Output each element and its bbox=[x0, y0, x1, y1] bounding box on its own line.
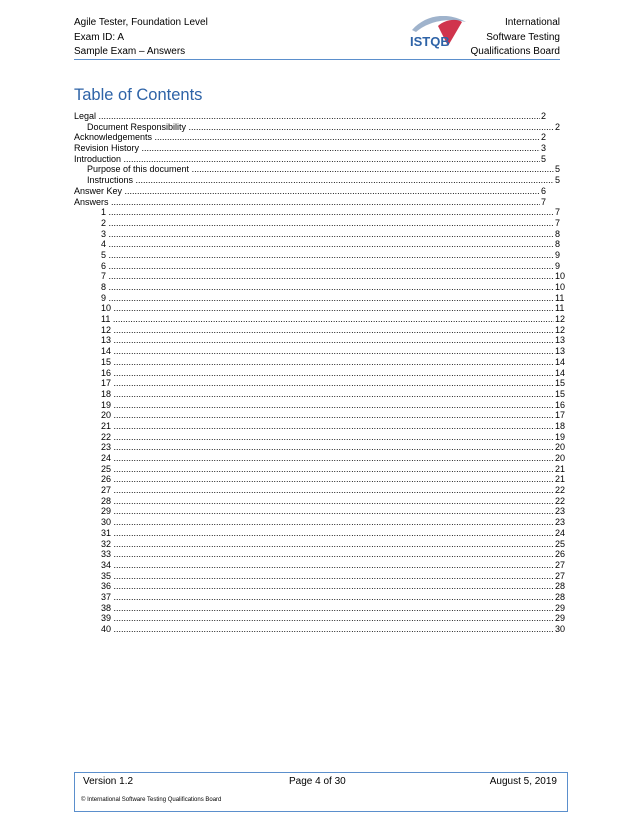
toc-entry[interactable] bbox=[74, 122, 564, 133]
toc-entry[interactable] bbox=[74, 164, 564, 175]
toc-entry[interactable] bbox=[74, 186, 564, 197]
toc-entry-page: 10 bbox=[555, 282, 566, 292]
toc-entry[interactable] bbox=[74, 603, 564, 614]
toc-entry-page: 5 bbox=[555, 164, 561, 175]
toc-entry[interactable] bbox=[74, 314, 564, 325]
toc-entry[interactable] bbox=[74, 293, 564, 304]
toc-entry-page: 7 bbox=[541, 196, 547, 207]
toc-entry-page: 10 bbox=[555, 271, 566, 282]
toc-entry-label: 12 ..... bbox=[101, 325, 554, 336]
toc-entry[interactable] bbox=[74, 325, 564, 336]
toc-entry-label: Revision History ..... bbox=[74, 143, 540, 154]
toc-entry-label: 13 ..... bbox=[101, 335, 554, 346]
toc-entry[interactable] bbox=[74, 485, 564, 496]
toc-entry-label: 4 ..... bbox=[101, 239, 554, 250]
footer-date: August 5, 2019 bbox=[489, 776, 557, 787]
toc-entry[interactable] bbox=[74, 261, 564, 272]
toc-entry-page: 2 bbox=[541, 111, 547, 121]
toc-entry[interactable] bbox=[74, 474, 564, 485]
toc-entry-page: 30 bbox=[555, 624, 566, 634]
toc-entry-page: 20 bbox=[555, 442, 566, 453]
header-org-line-1: International bbox=[504, 17, 560, 28]
toc-entry[interactable] bbox=[74, 560, 564, 571]
toc-entry-label: 10 ..... bbox=[101, 303, 554, 314]
toc-entry[interactable] bbox=[74, 175, 564, 186]
header-syllabus: Agile Tester, Foundation Level bbox=[74, 17, 208, 28]
toc-entry-label: Introduction ..... bbox=[74, 154, 540, 165]
toc-entry-page: 14 bbox=[555, 367, 566, 378]
table-of-contents bbox=[74, 111, 564, 635]
toc-entry[interactable] bbox=[74, 624, 564, 635]
toc-entry-page: 9 bbox=[555, 260, 561, 271]
footer-page-number: Page 4 of 30 bbox=[289, 776, 346, 787]
header-exam-id: Exam ID: A bbox=[74, 31, 125, 43]
toc-entry-label: 33 ..... bbox=[101, 549, 554, 560]
toc-entry-page: 15 bbox=[555, 388, 566, 399]
toc-entry-page: 3 bbox=[541, 143, 547, 154]
toc-entry-label: 39 ..... bbox=[101, 613, 554, 624]
toc-entry-page: 5 bbox=[541, 153, 547, 164]
toc-entry-label: 38 ..... bbox=[101, 603, 554, 614]
toc-entry[interactable] bbox=[74, 197, 564, 208]
toc-entry[interactable] bbox=[74, 346, 564, 357]
header-right bbox=[471, 16, 561, 60]
toc-entry-page: 12 bbox=[555, 314, 566, 325]
toc-entry[interactable] bbox=[74, 250, 564, 261]
toc-entry-label: 31 ..... bbox=[101, 528, 554, 539]
toc-entry[interactable] bbox=[74, 539, 564, 550]
toc-entry-label: 23 ..... bbox=[101, 442, 554, 453]
toc-entry-label: Document Responsibility ..... bbox=[87, 122, 554, 133]
toc-entry-page: 23 bbox=[555, 517, 566, 528]
toc-entry-label: Answer Key ..... bbox=[74, 186, 540, 197]
toc-entry[interactable] bbox=[74, 506, 564, 517]
toc-entry-label: Purpose of this document ..... bbox=[87, 164, 554, 175]
page-footer bbox=[74, 772, 568, 812]
toc-entry[interactable] bbox=[74, 357, 564, 368]
toc-entry[interactable] bbox=[74, 517, 564, 528]
toc-entry-label: 25 ..... bbox=[101, 464, 554, 475]
toc-entry[interactable] bbox=[74, 389, 564, 400]
toc-entry-label: 37 ..... bbox=[101, 592, 554, 603]
istqb-logo bbox=[408, 16, 468, 52]
toc-entry[interactable] bbox=[74, 581, 564, 592]
toc-entry-label: 26 ..... bbox=[101, 474, 554, 485]
toc-entry[interactable] bbox=[74, 400, 564, 411]
header-org-line-3: Qualifications Board bbox=[470, 46, 560, 57]
toc-entry-label: 22 ..... bbox=[101, 432, 554, 443]
toc-entry-label: Legal ..... bbox=[74, 111, 540, 122]
toc-entry-label: 34 ..... bbox=[101, 560, 554, 571]
toc-entry[interactable] bbox=[74, 432, 564, 443]
toc-entry-page: 15 bbox=[555, 378, 566, 389]
toc-entry-page: 21 bbox=[555, 463, 566, 474]
toc-entry-page: 20 bbox=[555, 453, 566, 463]
toc-entry-page: 2 bbox=[555, 121, 561, 132]
toc-entry[interactable] bbox=[74, 239, 564, 250]
toc-entry-page: 26 bbox=[555, 549, 566, 560]
toc-entry[interactable] bbox=[74, 378, 564, 389]
toc-entry-page: 28 bbox=[555, 581, 566, 592]
toc-entry-label: 17 ..... bbox=[101, 378, 554, 389]
toc-entry[interactable] bbox=[74, 154, 564, 165]
toc-entry-page: 17 bbox=[555, 410, 566, 421]
footer-version: Version 1.2 bbox=[83, 776, 134, 787]
logo-text: ISTQB bbox=[410, 34, 450, 49]
toc-entry-page: 27 bbox=[555, 559, 566, 570]
toc-entry-page: 7 bbox=[555, 207, 561, 218]
toc-entry-label: Acknowledgements ..... bbox=[74, 132, 540, 143]
toc-entry[interactable] bbox=[74, 218, 564, 229]
toc-entry-page: 29 bbox=[555, 602, 566, 613]
toc-entry-label: Instructions ..... bbox=[87, 175, 554, 186]
toc-entry-label: 24 ..... bbox=[101, 453, 554, 464]
page-header bbox=[74, 16, 560, 60]
toc-entry-page: 21 bbox=[555, 474, 566, 485]
toc-entry[interactable] bbox=[74, 282, 564, 293]
toc-entry[interactable] bbox=[74, 549, 564, 560]
toc-entry-label: 6 ..... bbox=[101, 261, 554, 272]
toc-entry-label: 16 ..... bbox=[101, 368, 554, 379]
toc-entry-page: 28 bbox=[555, 591, 566, 602]
toc-entry[interactable] bbox=[74, 143, 564, 154]
toc-entry-label: 9 ..... bbox=[101, 293, 554, 304]
toc-entry-page: 11 bbox=[555, 292, 565, 303]
toc-entry-page: 19 bbox=[555, 431, 566, 442]
toc-entry[interactable] bbox=[74, 528, 564, 539]
header-doc-type: Sample Exam – Answers bbox=[74, 46, 186, 57]
toc-entry-page: 6 bbox=[541, 185, 547, 196]
toc-entry-page: 8 bbox=[555, 239, 561, 250]
toc-entry-page: 13 bbox=[555, 346, 566, 357]
toc-entry-label: 21 ..... bbox=[101, 421, 554, 432]
toc-entry-label: Answers ..... bbox=[74, 197, 540, 208]
toc-entry[interactable] bbox=[74, 613, 564, 624]
toc-entry[interactable] bbox=[74, 464, 564, 475]
toc-entry[interactable] bbox=[74, 592, 564, 603]
toc-entry[interactable] bbox=[74, 571, 564, 582]
header-org-line-2: Software Testing bbox=[486, 31, 560, 43]
toc-entry-page: 27 bbox=[555, 570, 566, 581]
toc-entry-label: 29 ..... bbox=[101, 506, 554, 517]
toc-entry-label: 32 ..... bbox=[101, 539, 554, 550]
toc-entry[interactable] bbox=[74, 410, 564, 421]
toc-entry-label: 30 ..... bbox=[101, 517, 554, 528]
toc-entry[interactable] bbox=[74, 496, 564, 507]
toc-entry[interactable] bbox=[74, 111, 564, 122]
toc-entry[interactable] bbox=[74, 453, 564, 464]
toc-entry-label: 28 ..... bbox=[101, 496, 554, 507]
toc-entry-page: 11 bbox=[555, 303, 565, 314]
toc-entry-label: 15 ..... bbox=[101, 357, 554, 368]
toc-entry-page: 25 bbox=[555, 538, 566, 549]
toc-entry-label: 3 ..... bbox=[101, 229, 554, 240]
toc-entry-label: 7 ..... bbox=[101, 271, 554, 282]
toc-entry-page: 22 bbox=[555, 495, 566, 506]
toc-entry[interactable] bbox=[74, 303, 564, 314]
toc-entry-page: 9 bbox=[555, 249, 561, 260]
toc-entry-page: 29 bbox=[555, 613, 566, 624]
toc-entry-label: 19 ..... bbox=[101, 400, 554, 411]
toc-entry-label: 2 ..... bbox=[101, 218, 554, 229]
toc-entry-label: 5 ..... bbox=[101, 250, 554, 261]
toc-entry-label: 8 ..... bbox=[101, 282, 554, 293]
toc-entry-label: 35 ..... bbox=[101, 571, 554, 582]
toc-entry-label: 36 ..... bbox=[101, 581, 554, 592]
toc-entry[interactable] bbox=[74, 207, 564, 218]
toc-entry[interactable] bbox=[74, 368, 564, 379]
toc-title: Table of Contents bbox=[74, 86, 203, 104]
header-divider bbox=[74, 59, 560, 60]
toc-entry-page: 22 bbox=[555, 485, 566, 496]
toc-entry[interactable] bbox=[74, 335, 564, 346]
toc-entry-page: 5 bbox=[555, 175, 561, 186]
toc-entry[interactable] bbox=[74, 271, 564, 282]
toc-entry-page: 14 bbox=[555, 356, 566, 367]
toc-entry[interactable] bbox=[74, 229, 564, 240]
toc-entry-page: 13 bbox=[555, 335, 566, 346]
toc-entry-label: 1 ..... bbox=[101, 207, 554, 218]
toc-entry-label: 40 ..... bbox=[101, 624, 554, 635]
toc-entry-page: 23 bbox=[555, 506, 566, 517]
footer-copyright: © International Software Testing Qualifications Board bbox=[81, 797, 222, 803]
toc-entry-page: 16 bbox=[555, 399, 566, 410]
toc-entry-label: 18 ..... bbox=[101, 389, 554, 400]
header-left bbox=[74, 16, 208, 60]
toc-entry-label: 14 ..... bbox=[101, 346, 554, 357]
toc-entry[interactable] bbox=[74, 421, 564, 432]
toc-entry-label: 27 ..... bbox=[101, 485, 554, 496]
toc-entry[interactable] bbox=[74, 442, 564, 453]
toc-entry[interactable] bbox=[74, 132, 564, 143]
toc-entry-page: 2 bbox=[541, 132, 547, 143]
toc-entry-label: 20 ..... bbox=[101, 410, 554, 421]
toc-entry-page: 18 bbox=[555, 420, 566, 431]
toc-entry-page: 12 bbox=[555, 324, 566, 335]
toc-entry-label: 11 ..... bbox=[101, 314, 554, 325]
toc-entry-page: 24 bbox=[555, 527, 566, 538]
toc-entry-page: 7 bbox=[555, 217, 561, 228]
toc-entry-page: 8 bbox=[555, 228, 561, 239]
